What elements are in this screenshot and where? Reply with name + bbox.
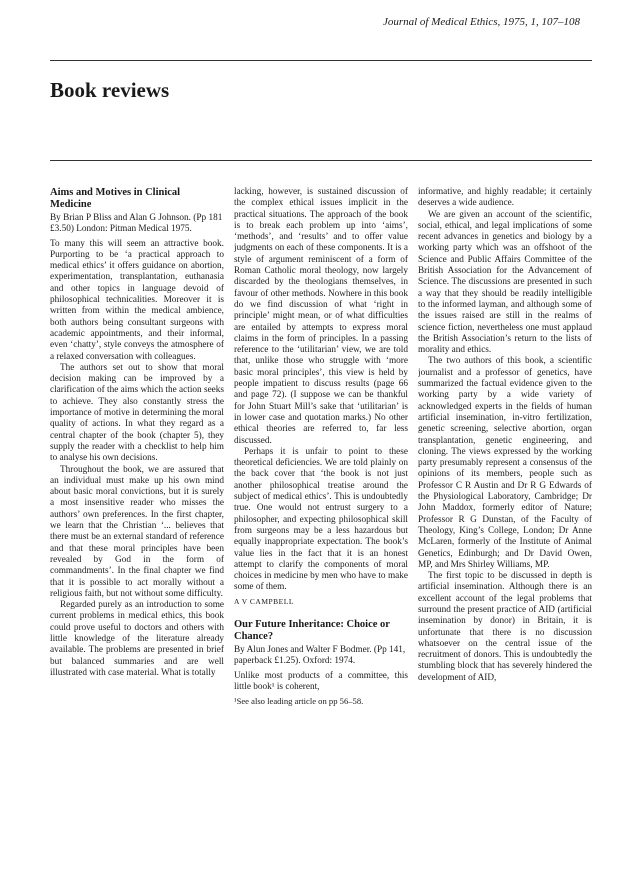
section-rule [50, 160, 592, 161]
column-2 [234, 187, 408, 857]
review-1-signature: A V CAMPBELL [234, 596, 294, 606]
review-1-paragraph: The authors set out to show that moral decision making can be improved by a clarification of the aims which the action seeks to achieve. They also constantly stress the importance of motive in determining the moral quality of actions. In what they regard as a central chapter of the book (chapter 5), they supply the reader with a checklist to help him to analyse his own decisions. [50, 362, 224, 464]
running-header: Journal of Medical Ethics, 1975, 1, 107–108 [382, 16, 580, 28]
review-2-title: Our Future Inheritance: Choice or Chance? [234, 618, 390, 642]
review-1-title: Aims and Motives in Clinical Medicine [50, 187, 181, 210]
review-2-paragraph: The two authors of this book, a scientific journalist and a professor of genetics, have summarized the factual evidence given to the working party by a wide variety of acknowledged experts in the fields of human artificial insemination, in-vitro fertilization, genetic screening, selective abortion, organ transplantation, genetic engineering, and cloning. The views expressed by the working party presumably represent a consensus of the opinions of its members, people such as Professor C R Austin and Dr R G Edwards of the Physiological Laboratory, Cambridge; Dr John Maddox, formerly editor of Nature; Professor R G Dunstan, of the Faculty of Theology, King’s College, London; Dr Anne McLaren, formerly of the Institute of Animal Genetics, Edinburgh; and Dr David Owen, MP, and Mrs Shirley Williams, MP. [418, 356, 592, 570]
review-2-paragraph: We are given an account of the scientific, social, ethical, and legal implications of some recent advances in genetics and biology by a working party which was an offshoot of the Science and Public Affairs Committee of the British Association for the Advancement of Science. The discussions are presented in such a way that they should be readily intelligible to the informed layman, and although some of the issues raised are still in the realms of science fiction, nevertheless one must applaud the British Association’s return to the lists of morality and ethics. [418, 209, 592, 356]
review-2-paragraph: informative, and highly readable; it certainly deserves a wide audience. [418, 187, 592, 209]
review-1-paragraph: Perhaps it is unfair to point to these theoretical deficiencies. We are told plainly on the back cover that ‘the book is not just another philosophical treatise around the subject of medical ethics’. This is undoubtedly true. One would not entrust surgery to a philosopher, and expecting philosophical skill from surgeons may be a less hazardous but equally inappropriate expectation. The book’s value lies in the fact that it is an honest attempt to clarify the components of moral choices in medicine by men who have to make some of them. [234, 446, 408, 593]
section-title: Book reviews [50, 78, 170, 102]
review-1-paragraph: lacking, however, is sustained discussion of the complex ethical issues implicit in the practical situations. The approach of the book is to break each problem up into ‘aims’, ‘methods’, and ‘results’ and to offer value judgments on each of these components. It is a style of argument reminiscent of a form of Roman Catholic moral theology, now largely discarded by the theologians themselves, in favour of other methods. Nowhere in this book do we find discussion of what ‘right in principle’ might mean, or of what difficulties are entailed by attempts to express moral claims in the form of principles. In a passing reference to the ‘utilitarian’ view, we are told that, unlike those who struggle with ‘more basic moral principles’, this view is held by people impatient to discuss results (page 66 and page 72). (I suppose we can be thankful for John Stuart Mill’s sake that ‘utilitarian’ is in lower case and quotation marks.) No other ethical theories are referred to, far less discussed. [234, 187, 408, 446]
review-2-paragraph: Unlike most products of a committee, this little book¹ is coherent, [234, 670, 408, 692]
column-3 [418, 187, 592, 857]
review-2-footnote: ¹See also leading article on pp 56–58. [234, 696, 364, 707]
review-1-paragraph: To many this will seem an attractive book. Purporting to be ‘a practical approach to medical ethics’ it offers guidance on abortion, experimentation, transplantation, euthanasia and other topics in language devoid of philosophical technicalities. Moreover it is written from within the medical ambience, both authors being consultant surgeons with academic appointments, and their informal, even ‘chatty’, style conveys the atmosphere of a relaxed conversation with colleagues. [50, 238, 224, 362]
review-1-paragraph: Regarded purely as an introduction to some current problems in medical ethics, this book could prove useful to doctors and others with little knowledge of the literature already available. The problems are presented in brief but balanced summaries and are well illustrated with case material. What is totally [50, 600, 224, 678]
review-2-bibliographic-info: By Alun Jones and Walter F Bodmer. (Pp 141, paperback £1.25). Oxford: 1974. [234, 644, 406, 667]
review-1-bibliographic-info: By Brian P Bliss and Alan G Johnson. (Pp 181 £3.50) London: Pitman Medical 1975. [50, 213, 223, 235]
header-rule [50, 60, 592, 61]
review-2-paragraph: The first topic to be discussed in depth is artificial insemination. Although there is an excellent account of the legal problems that surround the present practice of AID (artificial insemination by donor) in Britain, it is unfortunate that there is no discussion whatsoever on the central issue of the recruitment of donors. This is undoubtedly the stumbling block that has severely hindered the development of AID, [418, 571, 592, 683]
review-1-paragraph: Throughout the book, we are assured that an individual must make up his own mind about basic moral convictions, but it is surely a most insensitive reader who misses the authors’ own preferences. In the first chapter, we learn that the Christian ‘... believes that there must be an external standard of reference and that these moral principles have been revealed by God in the form of commandments’. In the final chapter we find that it is possible to act morally without a religious faith, but not without some difficulty. [50, 464, 224, 599]
column-1 [50, 187, 224, 857]
article-columns [50, 187, 592, 857]
